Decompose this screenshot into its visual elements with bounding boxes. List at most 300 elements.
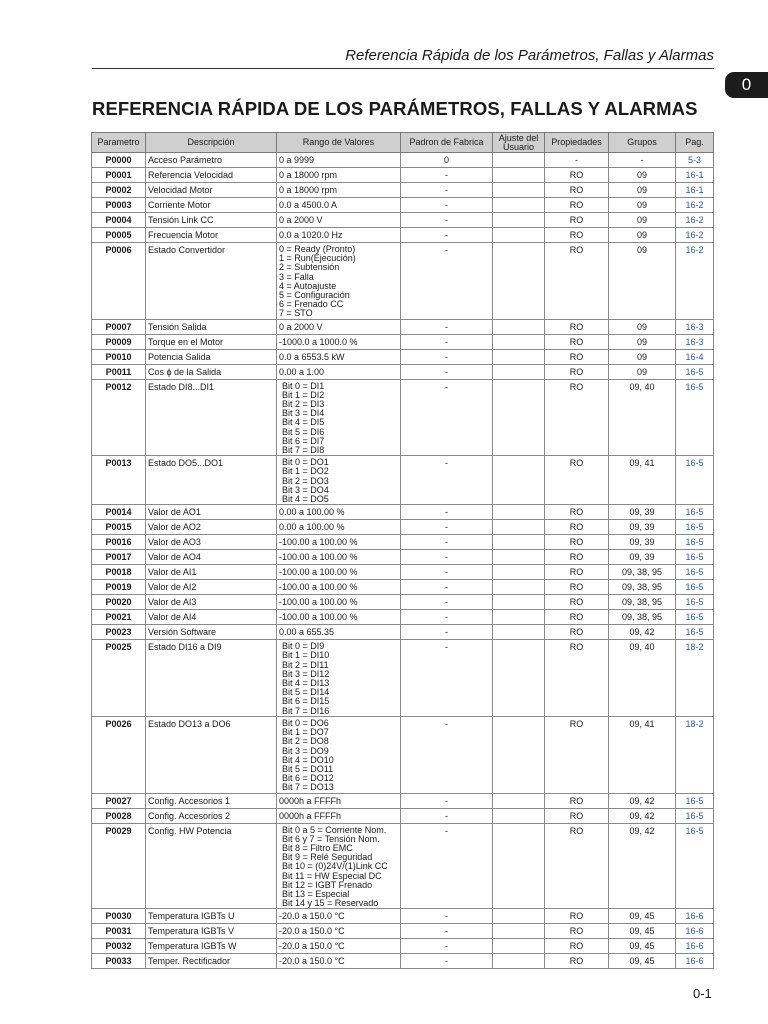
- groups-cell: 09, 41: [609, 456, 676, 505]
- factory-default-cell: -: [401, 550, 493, 565]
- parameter-code-cell: P0026: [92, 716, 146, 793]
- page-reference-cell: 16-6: [676, 924, 714, 939]
- groups-cell: 09: [609, 228, 676, 243]
- range-line: Bit 9 = Relé Seguridad: [282, 852, 373, 863]
- value-range-cell: [277, 168, 401, 183]
- range-line: Bit 0 = DI9: [282, 641, 325, 652]
- table-row: [92, 640, 714, 717]
- value-range-cell: [277, 909, 401, 924]
- properties-cell: RO: [545, 595, 609, 610]
- range-line: -20.0 a 150.0 °C: [279, 911, 345, 922]
- range-line: 1 = Run(Ejecución): [279, 253, 356, 264]
- properties-cell: RO: [545, 505, 609, 520]
- range-line: Bit 1 = DO2: [282, 466, 329, 477]
- properties-cell: RO: [545, 535, 609, 550]
- table-row: [92, 793, 714, 808]
- user-setting-cell: [493, 334, 545, 349]
- range-line: -100.00 a 100.00 %: [279, 597, 358, 608]
- factory-default-cell: -: [401, 520, 493, 535]
- table-row: [92, 550, 714, 565]
- groups-cell: 09, 39: [609, 535, 676, 550]
- groups-cell: 09: [609, 349, 676, 364]
- value-range-cell: [277, 535, 401, 550]
- value-range-cell: [277, 565, 401, 580]
- groups-cell: 09, 42: [609, 808, 676, 823]
- user-setting-cell: [493, 520, 545, 535]
- value-range-cell: [277, 610, 401, 625]
- page-reference-cell: 16-5: [676, 505, 714, 520]
- parameter-code-cell: P0028: [92, 808, 146, 823]
- groups-cell: 09, 41: [609, 716, 676, 793]
- factory-default-cell: -: [401, 716, 493, 793]
- column-header: Padron de Fabrica: [401, 133, 493, 153]
- user-setting-cell: [493, 153, 545, 168]
- groups-cell: 09, 42: [609, 823, 676, 909]
- parameter-code-cell: P0019: [92, 580, 146, 595]
- page-reference-cell: 16-5: [676, 520, 714, 535]
- page-reference-cell: 16-5: [676, 565, 714, 580]
- parameter-description-cell: Valor de AI1: [146, 565, 277, 580]
- page-reference-cell: 16-2: [676, 198, 714, 213]
- range-line: -1000.0 a 1000.0 %: [279, 336, 358, 347]
- groups-cell: 09, 39: [609, 520, 676, 535]
- table-row: [92, 535, 714, 550]
- parameter-code-cell: P0009: [92, 334, 146, 349]
- parameter-code-cell: P0023: [92, 625, 146, 640]
- page-reference-cell: 16-5: [676, 550, 714, 565]
- parameter-description-cell: Valor de AO2: [146, 520, 277, 535]
- properties-cell: RO: [545, 198, 609, 213]
- range-line: Bit 8 = Filtro EMC: [282, 842, 353, 853]
- parameter-code-cell: P0033: [92, 954, 146, 969]
- range-line: 0 a 2000 V: [279, 215, 323, 225]
- parameter-description-cell: Tensión Link CC: [146, 213, 277, 228]
- page-reference-cell: 16-1: [676, 183, 714, 198]
- parameter-description-cell: Estado Convertidor: [146, 243, 277, 320]
- page-reference-cell: 16-1: [676, 168, 714, 183]
- range-line: Bit 2 = DI3: [282, 399, 325, 410]
- parameter-code-cell: P0032: [92, 939, 146, 954]
- table-row: [92, 595, 714, 610]
- groups-cell: -: [609, 153, 676, 168]
- factory-default-cell: -: [401, 954, 493, 969]
- groups-cell: 09, 42: [609, 625, 676, 640]
- parameter-code-cell: P0012: [92, 379, 146, 456]
- groups-cell: 09, 38, 95: [609, 610, 676, 625]
- page-reference-cell: 16-3: [676, 319, 714, 334]
- range-line: 0 = Ready (Pronto): [279, 244, 356, 254]
- factory-default-cell: -: [401, 595, 493, 610]
- properties-cell: RO: [545, 334, 609, 349]
- range-line: Bit 0 a 5 = Corriente Nom.: [282, 824, 387, 835]
- groups-cell: 09, 45: [609, 909, 676, 924]
- page-reference-cell: 16-4: [676, 349, 714, 364]
- range-line: Bit 4 = DO5: [282, 494, 329, 505]
- table-row: [92, 625, 714, 640]
- table-row: [92, 610, 714, 625]
- page-reference-cell: 16-3: [676, 334, 714, 349]
- page-reference-cell: 16-5: [676, 808, 714, 823]
- groups-cell: 09: [609, 319, 676, 334]
- parameter-description-cell: Valor de AO3: [146, 535, 277, 550]
- properties-cell: RO: [545, 909, 609, 924]
- range-line: 0.00 a 100.00 %: [279, 507, 345, 518]
- range-line: Bit 12 = IGBT Frenado: [282, 879, 373, 890]
- properties-cell: RO: [545, 228, 609, 243]
- value-range-cell: [277, 153, 401, 168]
- groups-cell: 09, 38, 95: [609, 580, 676, 595]
- page-reference-cell: 16-5: [676, 625, 714, 640]
- range-line: 0.0 a 6553.5 kW: [279, 351, 345, 362]
- parameter-description-cell: Config. HW Potencia: [146, 823, 277, 909]
- user-setting-cell: [493, 456, 545, 505]
- factory-default-cell: -: [401, 319, 493, 334]
- parameter-code-cell: P0016: [92, 535, 146, 550]
- parameter-description-cell: Potencia Salida: [146, 349, 277, 364]
- parameter-description-cell: Valor de AO1: [146, 505, 277, 520]
- range-line: 0000h a FFFFh: [279, 795, 342, 806]
- value-range-cell: [277, 228, 401, 243]
- range-line: Bit 3 = DO4: [282, 484, 329, 495]
- value-range-cell: [277, 954, 401, 969]
- range-line: 3 = Falla: [279, 271, 314, 282]
- properties-cell: RO: [545, 319, 609, 334]
- range-line: Bit 5 = DI6: [282, 426, 325, 437]
- column-header: Descripción: [146, 133, 277, 153]
- parameter-code-cell: P0027: [92, 793, 146, 808]
- table-row: [92, 580, 714, 595]
- range-line: Bit 5 = DO11: [282, 763, 334, 774]
- parameter-code-cell: P0018: [92, 565, 146, 580]
- range-line: Bit 4 = DI13: [282, 678, 330, 689]
- running-header: Referencia Rápida de los Parámetros, Fallas y Alarmas: [345, 47, 714, 64]
- factory-default-cell: -: [401, 228, 493, 243]
- value-range-cell: [277, 793, 401, 808]
- range-line: 0 a 9999: [279, 155, 315, 165]
- table-row: [92, 243, 714, 320]
- range-line: Bit 0 = DO6: [282, 717, 329, 728]
- range-line: Bit 4 = DI5: [282, 417, 325, 428]
- factory-default-cell: 0: [401, 153, 493, 168]
- parameter-table: [91, 132, 714, 969]
- page-reference-cell: 16-2: [676, 243, 714, 320]
- range-line: Bit 5 = DI14: [282, 687, 330, 698]
- range-line: -100.00 a 100.00 %: [279, 537, 358, 548]
- range-line: -100.00 a 100.00 %: [279, 612, 358, 623]
- column-header: Rango de Valores: [277, 133, 401, 153]
- page-reference-cell: 16-2: [676, 228, 714, 243]
- table-body: [92, 153, 714, 969]
- page-reference-cell: 16-5: [676, 595, 714, 610]
- properties-cell: RO: [545, 716, 609, 793]
- range-line: Bit 7 = DI8: [282, 445, 325, 456]
- parameter-description-cell: Valor de AI4: [146, 610, 277, 625]
- user-setting-cell: [493, 808, 545, 823]
- parameter-code-cell: P0005: [92, 228, 146, 243]
- range-line: Bit 6 = DI15: [282, 696, 330, 707]
- parameter-description-cell: Config. Accesorios 1: [146, 793, 277, 808]
- parameter-code-cell: P0013: [92, 456, 146, 505]
- table-row: [92, 379, 714, 456]
- table-row: [92, 909, 714, 924]
- range-line: Bit 3 = DO9: [282, 745, 329, 756]
- parameter-code-cell: P0029: [92, 823, 146, 909]
- column-header: Pag.: [676, 133, 714, 153]
- factory-default-cell: -: [401, 349, 493, 364]
- parameter-description-cell: Corriente Motor: [146, 198, 277, 213]
- range-line: 0.00 a 1.00: [279, 366, 325, 377]
- chapter-tab: 0: [725, 72, 768, 98]
- value-range-cell: [277, 716, 401, 793]
- factory-default-cell: -: [401, 610, 493, 625]
- groups-cell: 09, 45: [609, 924, 676, 939]
- groups-cell: 09, 45: [609, 939, 676, 954]
- groups-cell: 09, 38, 95: [609, 565, 676, 580]
- parameter-description-cell: Estado DI8...DI1: [146, 379, 277, 456]
- user-setting-cell: [493, 183, 545, 198]
- factory-default-cell: -: [401, 198, 493, 213]
- table-row: [92, 716, 714, 793]
- value-range-cell: [277, 349, 401, 364]
- page-reference-cell: 16-6: [676, 939, 714, 954]
- factory-default-cell: -: [401, 168, 493, 183]
- table-row: [92, 334, 714, 349]
- column-header: Parametro: [92, 133, 146, 153]
- user-setting-cell: [493, 580, 545, 595]
- factory-default-cell: -: [401, 793, 493, 808]
- value-range-cell: [277, 808, 401, 823]
- parameter-description-cell: Velocidad Motor: [146, 183, 277, 198]
- parameter-code-cell: P0006: [92, 243, 146, 320]
- properties-cell: RO: [545, 793, 609, 808]
- parameter-code-cell: P0021: [92, 610, 146, 625]
- value-range-cell: [277, 364, 401, 379]
- table-row: [92, 456, 714, 505]
- user-setting-cell: [493, 595, 545, 610]
- factory-default-cell: -: [401, 909, 493, 924]
- user-setting-cell: [493, 954, 545, 969]
- groups-cell: 09: [609, 168, 676, 183]
- page-title: REFERENCIA RÁPIDA DE LOS PARÁMETROS, FALLAS Y ALARMAS: [92, 98, 698, 119]
- parameter-description-cell: Valor de AI2: [146, 580, 277, 595]
- parameter-description-cell: Versión Software: [146, 625, 277, 640]
- table-row: [92, 349, 714, 364]
- user-setting-cell: [493, 198, 545, 213]
- range-line: 0.0 a 4500.0 A: [279, 200, 338, 210]
- parameter-code-cell: P0014: [92, 505, 146, 520]
- range-line: 0000h a FFFFh: [279, 810, 342, 821]
- value-range-cell: [277, 924, 401, 939]
- properties-cell: RO: [545, 520, 609, 535]
- properties-cell: RO: [545, 565, 609, 580]
- properties-cell: RO: [545, 924, 609, 939]
- properties-cell: RO: [545, 213, 609, 228]
- properties-cell: RO: [545, 625, 609, 640]
- user-setting-cell: [493, 924, 545, 939]
- table-row: [92, 228, 714, 243]
- parameter-code-cell: P0011: [92, 364, 146, 379]
- range-line: Bit 3 = DI4: [282, 408, 325, 419]
- range-line: Bit 13 = Especial: [282, 888, 350, 899]
- range-line: 2 = Subtensión: [279, 262, 340, 273]
- groups-cell: 09: [609, 183, 676, 198]
- range-line: 4 = Autoajuste: [279, 280, 337, 291]
- factory-default-cell: -: [401, 823, 493, 909]
- user-setting-cell: [493, 565, 545, 580]
- range-line: Bit 1 = DI10: [282, 650, 330, 661]
- groups-cell: 09, 39: [609, 550, 676, 565]
- parameter-code-cell: P0030: [92, 909, 146, 924]
- range-line: Bit 1 = DI2: [282, 389, 325, 400]
- page-reference-cell: 16-6: [676, 909, 714, 924]
- groups-cell: 09: [609, 364, 676, 379]
- page-reference-cell: 16-5: [676, 364, 714, 379]
- user-setting-cell: [493, 213, 545, 228]
- range-line: Bit 0 = DI1: [282, 380, 325, 391]
- range-line: 0 a 18000 rpm: [279, 185, 338, 195]
- properties-cell: RO: [545, 168, 609, 183]
- page-reference-cell: 18-2: [676, 716, 714, 793]
- parameter-description-cell: Referencia Velocidad: [146, 168, 277, 183]
- parameter-description-cell: Estado DO5...DO1: [146, 456, 277, 505]
- value-range-cell: [277, 939, 401, 954]
- value-range-cell: [277, 213, 401, 228]
- range-line: Bit 2 = DO3: [282, 475, 329, 486]
- user-setting-cell: [493, 364, 545, 379]
- range-line: Bit 2 = DO8: [282, 736, 329, 747]
- parameter-code-cell: P0020: [92, 595, 146, 610]
- user-setting-cell: [493, 823, 545, 909]
- page-reference-cell: 16-5: [676, 379, 714, 456]
- factory-default-cell: -: [401, 924, 493, 939]
- page-reference-cell: 16-5: [676, 823, 714, 909]
- properties-cell: RO: [545, 183, 609, 198]
- value-range-cell: [277, 520, 401, 535]
- factory-default-cell: -: [401, 456, 493, 505]
- range-line: Bit 3 = DI12: [282, 668, 330, 679]
- value-range-cell: [277, 625, 401, 640]
- factory-default-cell: -: [401, 243, 493, 320]
- page-reference-cell: 18-2: [676, 640, 714, 717]
- value-range-cell: [277, 319, 401, 334]
- parameter-description-cell: Torque en el Motor: [146, 334, 277, 349]
- user-setting-cell: [493, 228, 545, 243]
- user-setting-cell: [493, 610, 545, 625]
- factory-default-cell: -: [401, 183, 493, 198]
- factory-default-cell: -: [401, 580, 493, 595]
- properties-cell: -: [545, 153, 609, 168]
- range-line: 0.0 a 1020.0 Hz: [279, 230, 343, 240]
- value-range-cell: [277, 550, 401, 565]
- parameter-description-cell: Estado DO13 a DO6: [146, 716, 277, 793]
- parameter-description-cell: Temper. Rectificador: [146, 954, 277, 969]
- parameter-code-cell: P0017: [92, 550, 146, 565]
- range-line: 0.00 a 655.35: [279, 627, 335, 638]
- value-range-cell: [277, 456, 401, 505]
- properties-cell: RO: [545, 243, 609, 320]
- table-row: [92, 168, 714, 183]
- page-reference-cell: 16-6: [676, 954, 714, 969]
- page-reference-cell: 16-5: [676, 610, 714, 625]
- range-line: 6 = Frenado CC: [279, 299, 344, 310]
- table-row: [92, 183, 714, 198]
- parameter-description-cell: Estado DI16 a DI9: [146, 640, 277, 717]
- groups-cell: 09: [609, 243, 676, 320]
- value-range-cell: [277, 334, 401, 349]
- properties-cell: RO: [545, 808, 609, 823]
- table-row: [92, 924, 714, 939]
- parameter-code-cell: P0015: [92, 520, 146, 535]
- properties-cell: RO: [545, 939, 609, 954]
- range-line: -20.0 a 150.0 °C: [279, 926, 345, 937]
- range-line: Bit 10 = (0)24V/(1)Link CC: [282, 861, 388, 872]
- parameter-description-cell: Config. Accesorios 2: [146, 808, 277, 823]
- parameter-code-cell: P0010: [92, 349, 146, 364]
- groups-cell: 09: [609, 334, 676, 349]
- page-number: 0-1: [693, 986, 712, 1001]
- user-setting-cell: [493, 349, 545, 364]
- user-setting-cell: [493, 909, 545, 924]
- groups-cell: 09, 39: [609, 505, 676, 520]
- page-reference-cell: 16-5: [676, 793, 714, 808]
- page-reference-cell: 5-3: [676, 153, 714, 168]
- range-line: -100.00 a 100.00 %: [279, 552, 358, 563]
- parameter-code-cell: P0025: [92, 640, 146, 717]
- column-header: Propiedades: [545, 133, 609, 153]
- range-line: -20.0 a 150.0 °C: [279, 956, 345, 967]
- parameter-description-cell: Cos ϕ de la Salida: [146, 364, 277, 379]
- table-row: [92, 520, 714, 535]
- range-line: 0 a 18000 rpm: [279, 170, 338, 180]
- parameter-description-cell: Temperatura IGBTs W: [146, 939, 277, 954]
- table-row: [92, 198, 714, 213]
- groups-cell: 09, 42: [609, 793, 676, 808]
- user-setting-cell: [493, 716, 545, 793]
- parameter-description-cell: Frecuencia Motor: [146, 228, 277, 243]
- user-setting-cell: [493, 535, 545, 550]
- range-line: Bit 2 = DI11: [282, 659, 329, 670]
- range-line: 7 = STO: [279, 308, 313, 319]
- range-line: 0 a 2000 V: [279, 321, 323, 332]
- properties-cell: RO: [545, 610, 609, 625]
- properties-cell: RO: [545, 456, 609, 505]
- table-row: [92, 364, 714, 379]
- groups-cell: 09, 38, 95: [609, 595, 676, 610]
- table-row: [92, 823, 714, 909]
- value-range-cell: [277, 823, 401, 909]
- factory-default-cell: -: [401, 535, 493, 550]
- properties-cell: RO: [545, 640, 609, 717]
- column-header: Grupos: [609, 133, 676, 153]
- parameter-code-cell: P0000: [92, 153, 146, 168]
- range-line: -100.00 a 100.00 %: [279, 567, 358, 578]
- properties-cell: RO: [545, 379, 609, 456]
- value-range-cell: [277, 183, 401, 198]
- range-line: Bit 6 = DI7: [282, 435, 325, 446]
- factory-default-cell: -: [401, 213, 493, 228]
- page-reference-cell: 16-2: [676, 213, 714, 228]
- table-row: [92, 319, 714, 334]
- table-row: [92, 954, 714, 969]
- factory-default-cell: -: [401, 505, 493, 520]
- value-range-cell: [277, 198, 401, 213]
- table-row: [92, 939, 714, 954]
- parameter-description-cell: Valor de AO4: [146, 550, 277, 565]
- parameter-code-cell: P0007: [92, 319, 146, 334]
- parameter-description-cell: Tensión Salida: [146, 319, 277, 334]
- header-rule: [92, 68, 714, 69]
- range-line: Bit 6 = DO12: [282, 773, 334, 784]
